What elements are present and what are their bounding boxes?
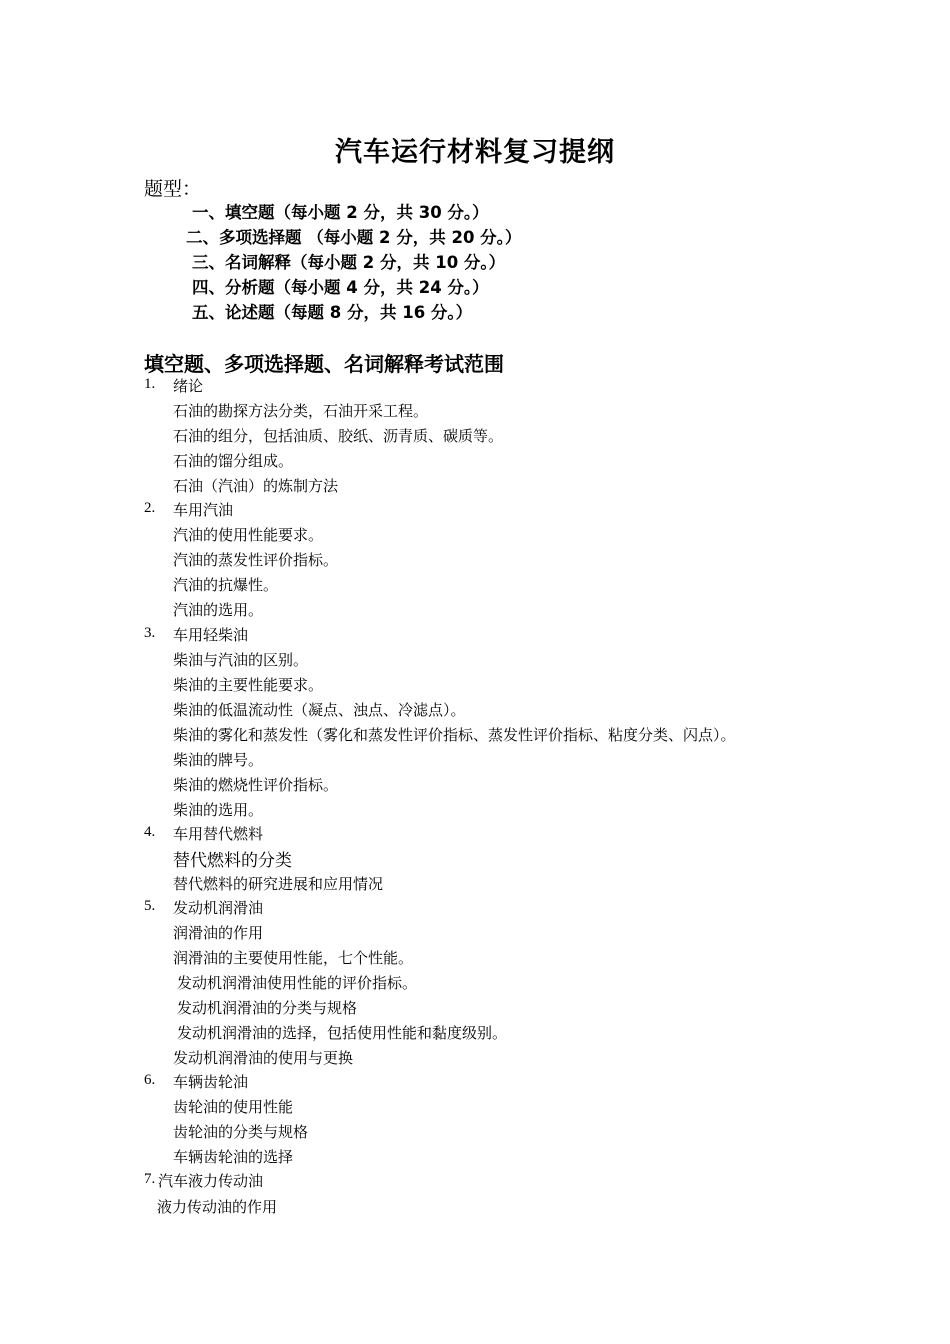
list-item: 替代燃料的研究进展和应用情况 (173, 875, 384, 893)
list-item: 发动机润滑油的分类与规格 (177, 999, 358, 1017)
list-item: 柴油与汽油的区别。 (173, 651, 309, 669)
list-item: 柴油的雾化和蒸发性（雾化和蒸发性评价指标、蒸发性评价指标、粘度分类、闪点）。 (173, 726, 736, 744)
chapter-title: 车用轻柴油 (173, 626, 249, 644)
chapter-number: 2. (144, 500, 156, 516)
section-heading: 填空题、多项选择题、名词解释考试范围 (144, 352, 504, 376)
chapter-title: 车用汽油 (173, 501, 234, 519)
chapter-title: 绪论 (173, 377, 204, 395)
list-item: 车辆齿轮油的选择 (173, 1148, 294, 1166)
list-item: 柴油的选用。 (173, 801, 264, 819)
chapter-number: 3. (144, 625, 156, 641)
list-item: 汽油的蒸发性评价指标。 (173, 551, 339, 569)
chapter-title: 车辆齿轮油 (173, 1073, 249, 1091)
chapter-number: 7. (144, 1171, 156, 1187)
question-type-term-definition: 三、名词解释（每小题 2 分，共 10 分。） (192, 253, 506, 272)
chapter-title: 车用替代燃料 (173, 825, 264, 843)
list-item: 柴油的低温流动性（凝点、浊点、冷滤点）。 (173, 701, 466, 719)
list-item: 发动机润滑油使用性能的评价指标。 (177, 974, 418, 992)
list-item: 石油的勘探方法分类，石油开采工程。 (173, 402, 429, 420)
question-type-analysis: 四、分析题（每小题 4 分，共 24 分。） (192, 278, 489, 297)
question-type-fill-blank: 一、填空题（每小题 2 分，共 30 分。） (192, 203, 489, 222)
list-item: 润滑油的主要使用性能，七个性能。 (173, 949, 414, 967)
chapter-number: 4. (144, 824, 156, 840)
list-item: 汽油的使用性能要求。 (173, 526, 324, 544)
list-item: 齿轮油的分类与规格 (173, 1123, 309, 1141)
list-item: 石油（汽油）的炼制方法 (173, 477, 339, 495)
list-item: 发动机润滑油的使用与更换 (173, 1049, 354, 1067)
list-item: 汽油的抗爆性。 (173, 576, 279, 594)
list-item: 润滑油的作用 (173, 924, 264, 942)
list-item: 齿轮油的使用性能 (173, 1098, 294, 1116)
question-types-label: 题型： (144, 178, 202, 200)
chapter-number: 6. (144, 1072, 156, 1088)
list-item: 发动机润滑油的选择，包括使用性能和黏度级别。 (177, 1024, 508, 1042)
list-item: 柴油的主要性能要求。 (173, 676, 324, 694)
list-item: 汽油的选用。 (173, 601, 264, 619)
chapter-title: 汽车液力传动油 (158, 1172, 264, 1190)
chapter-number: 1. (144, 376, 156, 392)
list-item: 液力传动油的作用 (157, 1198, 278, 1216)
list-item: 柴油的牌号。 (173, 751, 264, 769)
chapter-title: 发动机润滑油 (173, 899, 264, 917)
chapter-number: 5. (144, 898, 156, 914)
question-type-essay: 五、论述题（每题 8 分，共 16 分。） (192, 303, 473, 322)
list-item: 石油的馏分组成。 (173, 452, 294, 470)
question-type-multiple-choice: 二、多项选择题 （每小题 2 分，共 20 分。） (186, 228, 522, 247)
list-item: 石油的组分，包括油质、胶纸、沥青质、碳质等。 (173, 427, 504, 445)
document-title: 汽车运行材料复习提纲 (335, 137, 615, 168)
list-item: 柴油的燃烧性评价指标。 (173, 776, 339, 794)
list-item: 替代燃料的分类 (173, 851, 292, 871)
